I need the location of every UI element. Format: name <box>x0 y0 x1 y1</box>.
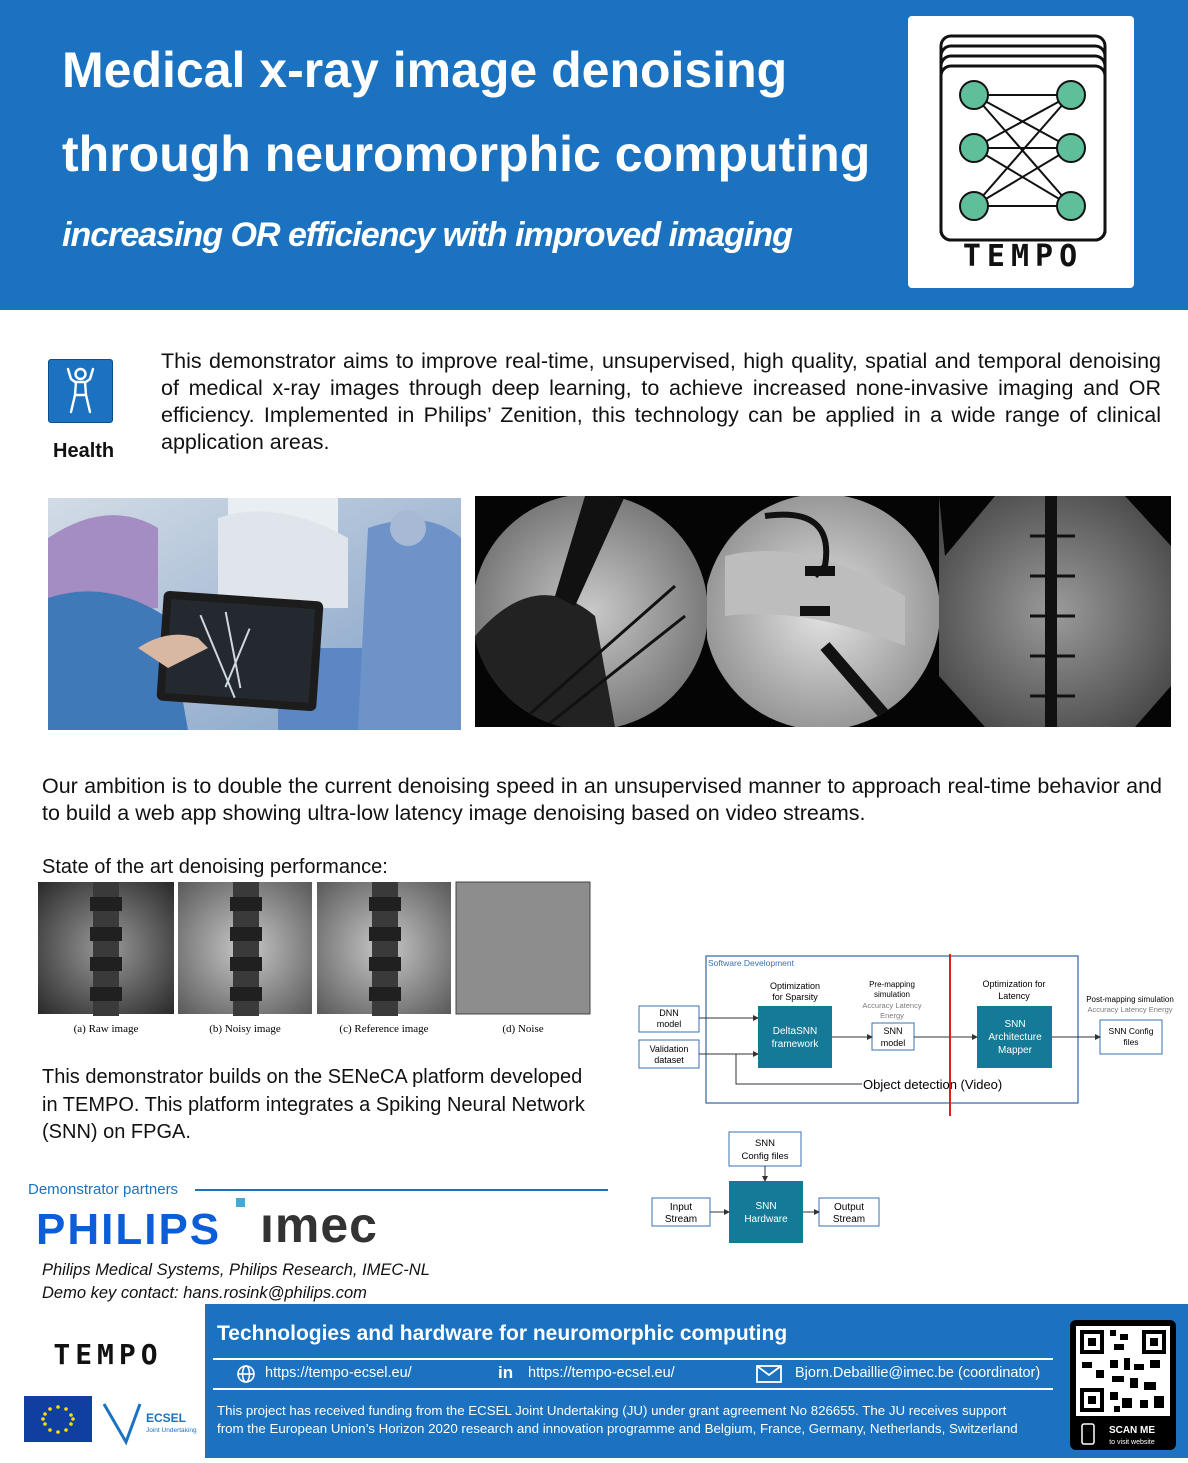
svg-text:SNN: SNN <box>754 1138 776 1149</box>
qr-code[interactable] <box>1070 1320 1176 1450</box>
footer-title: Technologies and hardware for neuromorphic computing <box>217 1322 788 1345</box>
snn-architecture-mapper-box <box>977 1006 1052 1068</box>
svg-text:for Sparsity: for Sparsity <box>772 992 818 1002</box>
dnn-model-box <box>639 1006 699 1032</box>
caption-reference: (c) Reference image <box>339 1023 429 1035</box>
seneca-text: This demonstrator builds on the SENeCA platform developed in TEMPO. This platform integrates a Spiking Neural Network (SNN) on FPGA. <box>42 1066 585 1143</box>
svg-text:TEMPO: TEMPO <box>962 239 1084 274</box>
svg-text:to visit website: to visit website <box>1109 1439 1155 1446</box>
snn-config-files-box <box>1100 1020 1162 1054</box>
caption-noisy: (b) Noisy image <box>209 1023 281 1035</box>
philips-logo: PHILIPS <box>36 1205 222 1254</box>
svg-text:Accuracy Latency: Accuracy Latency <box>862 1001 922 1010</box>
linkedin-link[interactable]: https://tempo-ecsel.eu/ <box>528 1365 675 1381</box>
svg-text:Config files: Config files <box>741 1151 789 1162</box>
sector-label: Health <box>53 440 115 462</box>
snn-flow-diagram <box>636 950 1182 1260</box>
health-icon <box>48 359 113 423</box>
neural-network-icon <box>908 16 1134 288</box>
output-stream-box <box>819 1198 879 1226</box>
imec-logo: ımec <box>260 1197 378 1253</box>
svg-text:Pre-mapping: Pre-mapping <box>869 980 915 989</box>
svg-text:SNN: SNN <box>755 1201 777 1212</box>
title-line-2: through neuromorphic computing <box>62 126 871 182</box>
caption-raw: (a) Raw image <box>73 1023 139 1035</box>
svg-text:ECSEL: ECSEL <box>146 1411 187 1425</box>
partner-names: Philips Medical Systems, Philips Research, IMEC-NL <box>42 1261 430 1279</box>
svg-text:DNN: DNN <box>659 1008 679 1018</box>
website-link[interactable]: https://tempo-ecsel.eu/ <box>265 1365 412 1381</box>
page-subtitle: increasing OR efficiency with improved imaging <box>62 216 792 254</box>
svg-text:Hardware: Hardware <box>744 1214 788 1225</box>
svg-text:Stream: Stream <box>664 1214 698 1225</box>
object-detection-label: Object detection (Video) <box>863 1077 1003 1092</box>
partners-divider <box>195 1189 608 1191</box>
denoising-comparison <box>38 880 592 1040</box>
svg-text:Validation: Validation <box>649 1044 689 1054</box>
validation-dataset-box <box>639 1040 699 1068</box>
svg-text:framework: framework <box>771 1039 819 1050</box>
footer-logos <box>0 1304 205 1458</box>
ecsel-logo <box>104 1404 197 1442</box>
svg-text:simulation: simulation <box>873 990 911 999</box>
svg-text:Optimization for: Optimization for <box>982 979 1046 989</box>
svg-text:Latency: Latency <box>998 991 1030 1001</box>
deltasnn-framework-box <box>758 1006 832 1068</box>
globe-icon <box>236 1364 256 1389</box>
footer-divider-bottom <box>213 1388 1053 1390</box>
svg-text:model: model <box>880 1038 906 1048</box>
svg-text:Accuracy Latency Energy: Accuracy Latency Energy <box>1087 1005 1173 1014</box>
reference-image <box>317 882 451 1016</box>
noise-image <box>456 882 590 1014</box>
hw-config-files-box <box>729 1132 801 1166</box>
page-title <box>62 28 902 196</box>
raw-image <box>38 882 174 1016</box>
svg-text:model: model <box>656 1019 682 1029</box>
intro-text: This demonstrator aims to improve real-time, unsupervised, high quality, spatial and temporal denoising of medical x-ray images through deep learning, to achieve increased none-invasive imaging and OR efficiency. Implemented in Philips’ Zenition, this technology can be applied in a wide range of clinical application areas. <box>161 349 1161 454</box>
footer-tempo-logo: TEMPO <box>53 1338 163 1371</box>
svg-text:Post-mapping simulation: Post-mapping simulation <box>1086 995 1174 1004</box>
key-contact: Demo key contact: hans.rosink@philips.com <box>42 1284 367 1302</box>
svg-text:Input: Input <box>669 1202 693 1213</box>
mail-icon <box>756 1365 782 1388</box>
svg-text:DeltaSNN: DeltaSNN <box>772 1026 818 1037</box>
svg-text:SNN Config: SNN Config <box>1108 1026 1154 1036</box>
svg-text:dataset: dataset <box>654 1055 684 1065</box>
svg-text:Mapper: Mapper <box>998 1045 1032 1056</box>
svg-text:Stream: Stream <box>832 1214 866 1225</box>
funding-text: This project has received funding from the ECSEL Joint Undertaking (JU) under grant agreement No 826655. The JU receives support from the European Union’s Horizon 2020 research and innovation programme and Belgium, France, Germany, Netherlands, Switzerland <box>217 1403 1018 1436</box>
svg-text:files: files <box>1123 1037 1139 1047</box>
snn-model-box <box>872 1023 914 1050</box>
noisy-image <box>178 882 312 1016</box>
svg-text:Joint Undertaking: Joint Undertaking <box>146 1427 197 1434</box>
input-stream-box <box>652 1198 710 1226</box>
svg-text:SCAN ME: SCAN ME <box>1108 1425 1156 1436</box>
partners-label: Demonstrator partners <box>28 1181 179 1198</box>
svg-text:Output: Output <box>833 1202 865 1213</box>
title-line-1: Medical x-ray image denoising <box>62 42 788 98</box>
svg-text:SNN: SNN <box>883 1026 903 1036</box>
footer-divider-top <box>213 1358 1053 1360</box>
sw-label: Software Development <box>708 958 794 968</box>
xray-examples <box>475 496 1171 727</box>
tempo-logo <box>908 16 1134 288</box>
svg-text:Optimization: Optimization <box>769 981 821 991</box>
svg-text:Architecture: Architecture <box>988 1032 1042 1043</box>
svg-text:Energy: Energy <box>880 1011 904 1020</box>
email-link[interactable]: Bjorn.Debaillie@imec.be (coordinator) <box>795 1365 1041 1381</box>
surgeon-tablet-photo <box>48 498 461 730</box>
sota-title: State of the art denoising performance: <box>42 856 388 878</box>
svg-text:SNN: SNN <box>1004 1019 1026 1030</box>
imec-logo-dot <box>236 1198 245 1207</box>
phone-icon <box>1082 1424 1094 1444</box>
snn-hardware-box <box>729 1181 803 1243</box>
ambition-text: Our ambition is to double the current denoising speed in an unsupervised manner to approach real-time behavior and to build a web app showing ultra-low latency image denoising based on video streams. <box>42 774 1162 825</box>
linkedin-icon: in <box>498 1363 514 1382</box>
caption-noise: (d) Noise <box>502 1023 544 1035</box>
eu-flag-icon <box>24 1396 92 1442</box>
